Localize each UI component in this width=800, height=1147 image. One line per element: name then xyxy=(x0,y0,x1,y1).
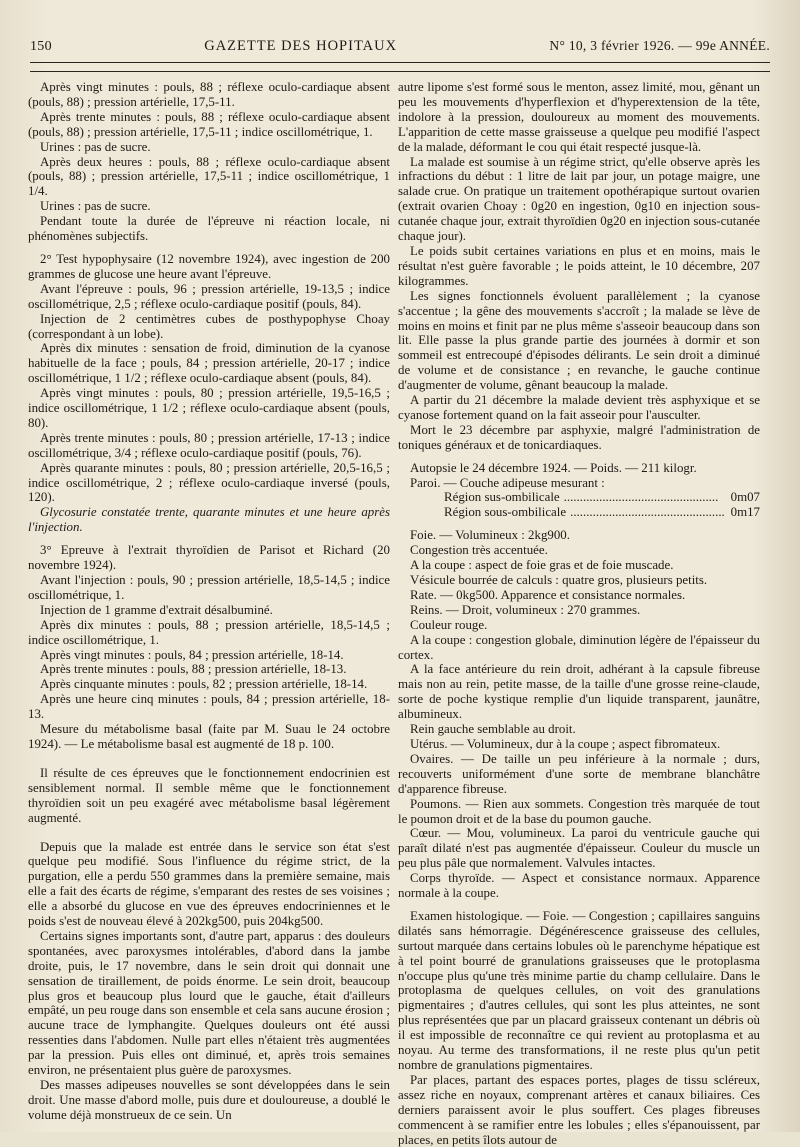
paragraph: Certains signes importants sont, d'autre part, apparus : des douleurs spontanées, avec paroxysmes intolérables, d'abord dans la jambe droite, puis, le 17 novembre, dans le sein droit qui donnait une sensation de tiraillement, de poids énorme. Le sein droit, beaucoup plus gros et beaucoup plus lourd que le gauche, était d'ailleurs empâté, un peu rouge dans son ensemble et cela sans aucune érosion ; aucune trace de lymphangite. Quelques douleurs ont été aussi ressenties dans l'abdomen. Nulle part elles n'étaient très augmentées par la pression. Puis elles ont diminué, et, après trois semaines environ, ne présentaient plus guère de paroxysmes. xyxy=(28,928,390,1078)
paragraph: Congestion très accentuée. xyxy=(410,543,548,558)
measure-row xyxy=(398,490,760,505)
paragraph-uterus: Utérus. — Volumineux, dur à la coupe ; aspect fibromateux. xyxy=(410,736,721,751)
paragraph: Après trente minutes : pouls, 88 ; pression artérielle, 18-13. xyxy=(40,662,347,677)
paragraph: Avant l'injection : pouls, 90 ; pression artérielle, 18,5-14,5 ; indice oscillométrique, 1. xyxy=(28,573,390,602)
section-thyroid-test: 3° Epreuve à l'extrait thyroïdien de Parisot et Richard (20 novembre 1924). xyxy=(28,543,390,573)
paragraph: Par places, partant des espaces portes, plages de tissu scléreux, assez riche en noyaux, comprenant artères et canaux biliaires. Ces derniers paraissent avoir le plus souffert. Ces plages fibreuses commencent à se ramifier entre les lobules ; elles s'épanouissent, par places, en petits îlots autour de xyxy=(398,1072,760,1147)
paragraph: Injection de 2 centimètres cubes de posthypophyse Choay (correspondant à un lobe). xyxy=(28,311,390,341)
paragraph: Après quarante minutes : pouls, 80 ; pression artérielle, 20,5-16,5 ; indice oscillométrique, 2 ; réflexe oculo-cardiaque inversé (pouls, 120). xyxy=(28,460,390,505)
paragraph: Le poids subit certaines variations en plus et en moins, mais le résultat n'est guère favorable ; le poids atteint, le 10 décembre, 207 kilogrammes. xyxy=(398,243,760,288)
paragraph: Des masses adipeuses nouvelles se sont développées dans le sein droit. Une masse d'abord molle, puis dure et douloureuse, a doublé le volume déjà monstrueux de ce sein. Un xyxy=(28,1078,390,1122)
issue-info: N° 10, 3 février 1926. — 99e ANNÉE. xyxy=(549,38,770,53)
paragraph-glycosuria: Glycosurie constatée trente, quarante minutes et une heure après l'injection. xyxy=(28,505,390,535)
paragraph: Depuis que la malade est entrée dans le service son état s'est quelque peu modifié. Sous l'influence du régime strict, de la purgation, elle a perdu 550 grammes dans la première semaine, mais elle a fait des écarts de régime, s'emparant des restes de ses voisines ; elle a absorbé du glucose en vue des épreuves endocriniennes et le poids s'est de nouveau élevé à 202kg500, puis 204kg500. xyxy=(28,839,390,929)
paragraph-heart: Cœur. — Mou, volumineux. La paroi du ventricule gauche qui paraît dilaté n'est pas augmentée d'épaisseur. Couleur du muscle un peu plus pâle que normalement. Valvules intactes. xyxy=(398,826,760,871)
paragraph: Pendant toute la durée de l'épreuve ni réaction locale, ni phénomènes subjectifs. xyxy=(28,214,390,244)
left-column xyxy=(28,80,390,1123)
page-number: 150 xyxy=(30,39,52,54)
right-column xyxy=(398,80,760,1147)
paragraph: A partir du 21 décembre la malade devient très asphyxique et se cyanose fortement quand on la fait asseoir pour l'ausculter. xyxy=(398,393,760,422)
header-rule-thick xyxy=(30,62,770,63)
paragraph: La malade est soumise à un régime strict, qu'elle observe après les infractions du début : 1 litre de lait par jour, un potage maigre, une salade crue. On pratique un traitement opothérapique surtout ovarien (extrait ovarien Choay : 0g20 en ingestion, 0g10 en injection sous-cutanée chaque jour, extrait thyroïdien 0g20 en injection sous-cutanée chaque jour). xyxy=(398,154,760,244)
paragraph: Urines : pas de sucre. xyxy=(40,199,151,214)
paragraph: A la coupe : congestion globale, diminution légère de l'épaisseur du cortex. xyxy=(398,632,760,662)
header-rule-thin xyxy=(30,71,770,72)
paragraph-death: Mort le 23 décembre par asphyxie, malgré l'administration de toniques généraux et de tonicardiaques. xyxy=(398,422,760,452)
paragraph: Après vingt minutes : pouls, 84 ; pression artérielle, 18-14. xyxy=(40,647,344,662)
paragraph: Après trente minutes : pouls, 88 ; réflexe oculo-cardiaque absent (pouls, 88) ; pression artérielle, 17,5-11 ; indice oscillométrique, 1. xyxy=(28,109,390,139)
section-histology: Examen histologique. — Foie. — Congestion ; capillaires sanguins dilatés sans hémorragie. Dégénérescence graisseuse des cellules, surtout marquée dans certains lobules où le parenchyme hépatique est à tel point bourré de granulations graisseuses que le protoplasma n'occupe plus qu'une très minime partie du champ cellulaire. Dans le protoplasma de quelques cellules, on voit des granulations pigmentaires ; d'autres cellules, qui sont les plus atteintes, ne sont plus représentées que par un placard graisseux contenant un débris où il est impossible de reconnaître ce qui revient au protoplasma et au noyau. Au terme des transformations, il ne reste plus qu'un petit nombre de granulations pigmentaires. xyxy=(398,908,760,1072)
section-autopsy: Autopsie le 24 décembre 1924. — Poids. — 211 kilogr. xyxy=(410,460,697,475)
paragraph: Paroi. — Couche adipeuse mesurant : xyxy=(410,475,605,490)
paragraph: A la face antérieure du rein droit, adhérant à la capsule fibreuse mais non au rein, petite masse, de la taille d'une grosse reine-claude, sorte de poche kystique remplie d'un liquide transparent, jaunâtre, albumineux. xyxy=(398,662,760,722)
page-header xyxy=(30,38,770,60)
paragraph: Après une heure cinq minutes : pouls, 84 ; pression artérielle, 18-13. xyxy=(28,692,390,722)
paragraph-liver: Foie. — Volumineux : 2kg900. xyxy=(410,528,570,543)
measure-value: 0m17 xyxy=(730,505,760,520)
dot-leader xyxy=(564,490,727,505)
paragraph-spleen: Rate. — 0kg500. Apparence et consistance normales. xyxy=(410,587,686,602)
measure-row xyxy=(398,505,760,520)
paragraph: Urines : pas de sucre. xyxy=(40,139,151,154)
journal-title: GAZETTE DES HOPITAUX xyxy=(204,38,398,54)
paragraph-kidneys: Reins. — Droit, volumineux : 270 grammes. xyxy=(410,602,641,617)
paragraph: Après cinquante minutes : pouls, 82 ; pression artérielle, 18-14. xyxy=(40,677,368,692)
paragraph-metabolism: Mesure du métabolisme basal (faite par M. Suau le 24 octobre 1924). — Le métabolisme basal est augmenté de 18 p. 100. xyxy=(28,722,390,751)
paragraph: autre lipome s'est formé sous le menton, assez limité, mou, gênant un peu les mouvements d'hyperflexion et d'hyperextension de la tête, indolore à la pression, douloureux au moment des mouvements. L'apparition de cette masse graisseuse a quelque peu modifié l'aspect de la malade, déformant le cou qui était respecté jusque-là. xyxy=(398,80,760,154)
paragraph-thyroid: Corps thyroïde. — Aspect et consistance normaux. Apparence normale à la coupe. xyxy=(398,871,760,901)
paragraph-lungs: Poumons. — Rien aux sommets. Congestion très marquée de tout le poumon droit et de la base du poumon gauche. xyxy=(398,796,760,826)
dot-leader xyxy=(570,505,727,520)
measure-label: Région sous-ombilicale xyxy=(444,505,567,520)
measure-label: Région sus-ombilicale xyxy=(444,490,560,505)
paragraph-conclusion: Il résulte de ces épreuves que le fonctionnement endocrinien est sensiblement normal. Il semble même que le fonctionnement thyroïdien soit un peu exagéré avec métabolisme basal légèrement augmenté. xyxy=(28,765,390,825)
paragraph: Après deux heures : pouls, 88 ; réflexe oculo-cardiaque absent (pouls, 88) ; pression artérielle, 17,5-11 ; indice oscillométrique, 1 1/4. xyxy=(28,154,390,199)
paragraph: Après vingt minutes : pouls, 88 ; réflexe oculo-cardiaque absent (pouls, 88) ; pression artérielle, 17,5-11. xyxy=(28,80,390,109)
paragraph: Couleur rouge. xyxy=(410,617,488,632)
paragraph: A la coupe : aspect de foie gras et de foie muscade. xyxy=(410,558,674,573)
paragraph-ovaries: Ovaires. — De taille un peu inférieure à la normale ; durs, recouverts uniformément d'une sorte de membrane blanchâtre d'apparence fibreuse. xyxy=(398,751,760,796)
paragraph: Injection de 1 gramme d'extrait désalbuminé. xyxy=(40,602,273,617)
measure-value: 0m07 xyxy=(730,490,760,505)
paragraph: Après vingt minutes : pouls, 80 ; pression artérielle, 19,5-16,5 ; indice oscillométrique, 1 1/2 ; réflexe oculo-cardiaque absent (pouls, 80). xyxy=(28,386,390,430)
paragraph: Après dix minutes : sensation de froid, diminution de la cyanose habituelle de la face ; pouls, 84 ; pression artérielle, 20-17 ; indice oscillométrique, 1 1/2 ; réflexe oculo-cardiaque absent (pouls, 84). xyxy=(28,341,390,386)
paragraph: Vésicule bourrée de calculs : quatre gros, plusieurs petits. xyxy=(410,573,708,587)
paragraph: Les signes fonctionnels évoluent parallèlement ; la cyanose s'accentue ; la gêne des mouvements s'accroît ; la malade se lève de moins en moins et finit par ne plus même s'asseoir beaucoup dans son lit. Elle passe la plus grande partie des journées à dormir et son sommeil est entrecoupé d'épisodes délirants. Le sein droit a diminué de volume et de consistance ; en revanche, le gauche continue d'augmenter de volume, gênant beaucoup la malade. xyxy=(398,288,760,393)
paragraph: Avant l'épreuve : pouls, 96 ; pression artérielle, 19-13,5 ; indice oscillométrique, 2,5 ; réflexe oculo-cardiaque positif (pouls, 84). xyxy=(28,281,390,311)
paragraph: Après dix minutes : pouls, 88 ; pression artérielle, 18,5-14,5 ; indice oscillométrique, 1. xyxy=(28,617,390,647)
paragraph: Rein gauche semblable au droit. xyxy=(410,722,576,737)
paragraph: Après trente minutes : pouls, 80 ; pression artérielle, 17-13 ; indice oscillométrique, 3/4 ; réflexe oculo-cardiaque positif (pouls, 76). xyxy=(28,430,390,460)
section-hypophysis-test: 2° Test hypophysaire (12 novembre 1924), avec ingestion de 200 grammes de glucose une heure avant l'épreuve. xyxy=(28,251,390,281)
